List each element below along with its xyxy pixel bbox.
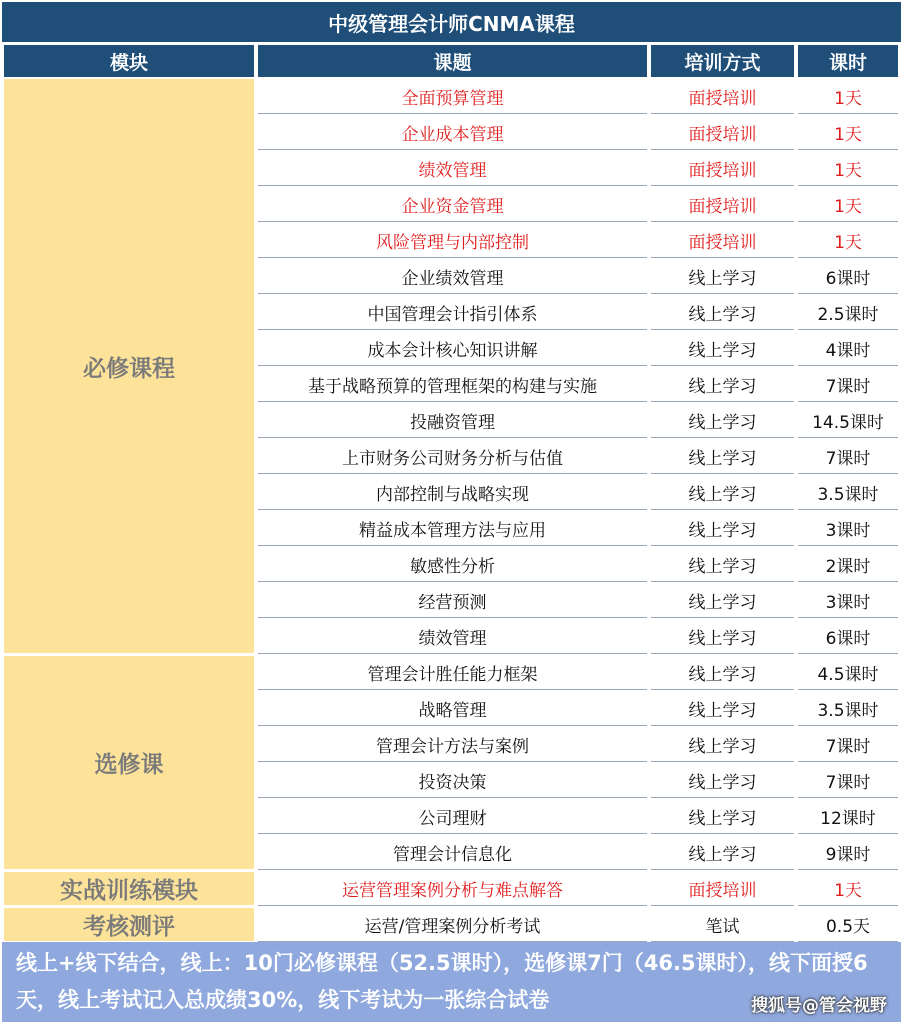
cell-topic: 风险管理与内部控制 bbox=[258, 223, 647, 258]
cell-mode: 线上学习 bbox=[651, 547, 794, 582]
cell-hours: 0.5天 bbox=[798, 907, 898, 942]
cell-topic: 运营/管理案例分析考试 bbox=[258, 907, 647, 942]
cell-hours: 4.5课时 bbox=[798, 655, 898, 690]
table-title: 中级管理会计师CNMA课程 bbox=[2, 2, 901, 42]
cell-topic: 企业成本管理 bbox=[258, 115, 647, 150]
cell-mode: 线上学习 bbox=[651, 331, 794, 366]
cell-mode: 面授培训 bbox=[651, 223, 794, 258]
cell-topic: 企业资金管理 bbox=[258, 187, 647, 222]
cell-hours: 12课时 bbox=[798, 799, 898, 834]
cell-hours: 14.5课时 bbox=[798, 403, 898, 438]
watermark: 搜狐号@管会视野 bbox=[751, 996, 887, 1016]
cell-hours: 1天 bbox=[798, 187, 898, 222]
cell-mode: 线上学习 bbox=[651, 619, 794, 654]
cell-hours: 1天 bbox=[798, 79, 898, 114]
cell-topic: 战略管理 bbox=[258, 691, 647, 726]
cell-mode: 笔试 bbox=[651, 907, 794, 942]
cell-hours: 3.5课时 bbox=[798, 475, 898, 510]
cell-topic: 公司理财 bbox=[258, 799, 647, 834]
cell-topic: 管理会计方法与案例 bbox=[258, 727, 647, 762]
cell-mode: 面授培训 bbox=[651, 115, 794, 150]
cell-mode: 线上学习 bbox=[651, 727, 794, 762]
cell-mode: 线上学习 bbox=[651, 439, 794, 474]
cell-mode: 线上学习 bbox=[651, 799, 794, 834]
cell-mode: 线上学习 bbox=[651, 403, 794, 438]
cell-hours: 3课时 bbox=[798, 583, 898, 618]
cell-hours: 1天 bbox=[798, 871, 898, 906]
cell-hours: 1天 bbox=[798, 223, 898, 258]
cell-mode: 线上学习 bbox=[651, 655, 794, 690]
cell-mode: 线上学习 bbox=[651, 511, 794, 546]
cell-mode: 面授培训 bbox=[651, 151, 794, 186]
cell-mode: 线上学习 bbox=[651, 691, 794, 726]
cell-hours: 6课时 bbox=[798, 619, 898, 654]
cell-topic: 管理会计胜任能力框架 bbox=[258, 655, 647, 690]
cell-mode: 线上学习 bbox=[651, 583, 794, 618]
cell-hours: 2.5课时 bbox=[798, 295, 898, 330]
cell-topic: 上市财务公司财务分析与估值 bbox=[258, 439, 647, 474]
cell-hours: 3课时 bbox=[798, 511, 898, 546]
cell-topic: 运营管理案例分析与难点解答 bbox=[258, 871, 647, 906]
cell-mode: 线上学习 bbox=[651, 259, 794, 294]
header-hours: 课时 bbox=[798, 45, 898, 77]
cell-hours: 7课时 bbox=[798, 367, 898, 402]
module-assessment: 考核测评 bbox=[4, 908, 254, 941]
cell-hours: 6课时 bbox=[798, 259, 898, 294]
cell-topic: 管理会计信息化 bbox=[258, 835, 647, 870]
cell-mode: 线上学习 bbox=[651, 475, 794, 510]
cell-topic: 中国管理会计指引体系 bbox=[258, 295, 647, 330]
cell-topic: 绩效管理 bbox=[258, 619, 647, 654]
cell-topic: 全面预算管理 bbox=[258, 79, 647, 114]
header-topic: 课题 bbox=[258, 45, 647, 77]
module-elective: 选修课 bbox=[4, 656, 254, 869]
cell-mode: 线上学习 bbox=[651, 763, 794, 798]
cell-topic: 成本会计核心知识讲解 bbox=[258, 331, 647, 366]
cell-topic: 经营预测 bbox=[258, 583, 647, 618]
cell-hours: 7课时 bbox=[798, 439, 898, 474]
cell-topic: 敏感性分析 bbox=[258, 547, 647, 582]
header-module: 模块 bbox=[4, 45, 254, 77]
cell-topic: 投融资管理 bbox=[258, 403, 647, 438]
cell-hours: 7课时 bbox=[798, 727, 898, 762]
cell-topic: 绩效管理 bbox=[258, 151, 647, 186]
cell-hours: 4课时 bbox=[798, 331, 898, 366]
cell-hours: 1天 bbox=[798, 151, 898, 186]
cell-mode: 面授培训 bbox=[651, 871, 794, 906]
summary-text: 线上+线下结合，线上：10门必修课程（52.5课时），选修课7门（46.5课时），线下面授6天，线上考试记入总成绩30%，线下考试为一张综合试卷 bbox=[16, 951, 868, 1012]
cell-hours: 3.5课时 bbox=[798, 691, 898, 726]
cell-topic: 企业绩效管理 bbox=[258, 259, 647, 294]
cell-topic: 精益成本管理方法与应用 bbox=[258, 511, 647, 546]
header-mode: 培训方式 bbox=[651, 45, 794, 77]
cell-mode: 线上学习 bbox=[651, 367, 794, 402]
cell-hours: 7课时 bbox=[798, 763, 898, 798]
cell-mode: 面授培训 bbox=[651, 79, 794, 114]
cell-topic: 内部控制与战略实现 bbox=[258, 475, 647, 510]
module-required: 必修课程 bbox=[4, 79, 254, 653]
cell-mode: 面授培训 bbox=[651, 187, 794, 222]
cell-hours: 2课时 bbox=[798, 547, 898, 582]
cell-mode: 线上学习 bbox=[651, 295, 794, 330]
cell-topic: 基于战略预算的管理框架的构建与实施 bbox=[258, 367, 647, 402]
cell-topic: 投资决策 bbox=[258, 763, 647, 798]
module-practical: 实战训练模块 bbox=[4, 872, 254, 905]
cell-mode: 线上学习 bbox=[651, 835, 794, 870]
cell-hours: 1天 bbox=[798, 115, 898, 150]
cell-hours: 9课时 bbox=[798, 835, 898, 870]
